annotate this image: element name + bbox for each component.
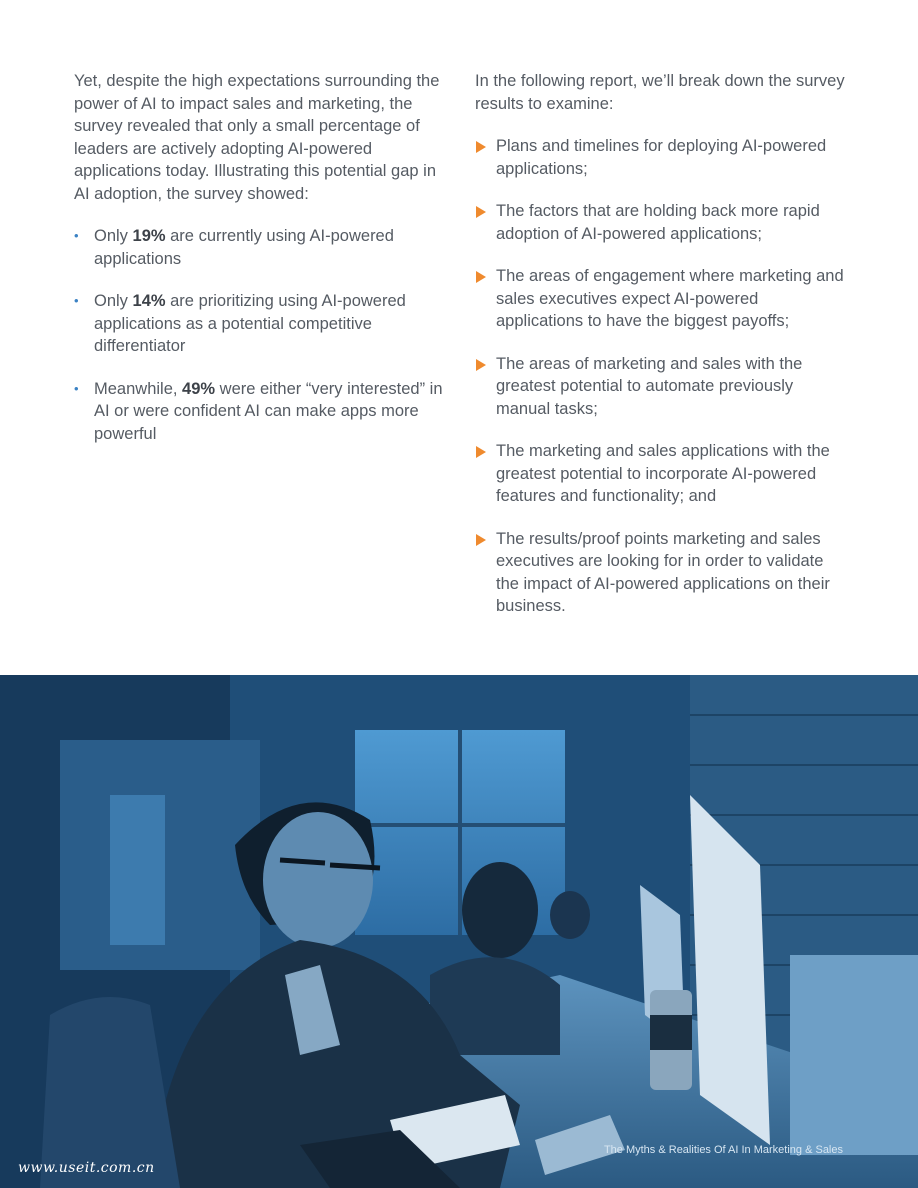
bullet-text: are currently using AI-powered applications xyxy=(94,227,394,268)
stat-value: 19% xyxy=(132,227,166,245)
bullet-dot-icon: • xyxy=(74,293,79,308)
bullet-text: Meanwhile, xyxy=(94,379,183,398)
list-item xyxy=(475,200,850,245)
bullet-text: are prioritizing using AI-powered applications as a potential competitive differentiator xyxy=(94,292,406,355)
office-photo-illustration xyxy=(0,675,918,1188)
right-column xyxy=(475,70,850,638)
bullet-dot-icon: • xyxy=(74,228,79,243)
list-item xyxy=(74,378,449,446)
list-item xyxy=(475,528,850,618)
stat-value: 49% xyxy=(182,379,216,398)
left-column xyxy=(74,70,449,465)
list-item xyxy=(475,440,850,508)
stat-value: 14% xyxy=(132,292,166,310)
left-intro-paragraph: Yet, despite the high expectations surrounding the power of AI to impact sales and marketing, the survey revealed that only a small percentage of leaders are actively adopting AI-powered applications today. Illustrating this potential gap in AI adoption, the survey showed: xyxy=(74,72,440,203)
list-item xyxy=(74,290,449,358)
list-item xyxy=(475,353,850,421)
bullet-dot-icon: • xyxy=(74,380,79,396)
list-item xyxy=(475,265,850,333)
arrow-bullet-icon xyxy=(476,206,486,218)
arrow-bullet-icon xyxy=(476,271,486,283)
office-photo xyxy=(0,675,918,1188)
watermark-logo: www.useit.com.cn xyxy=(18,1160,155,1176)
topic-text: The factors that are holding back more rapid adoption of AI-powered applications; xyxy=(496,202,820,243)
topic-text: The marketing and sales applications with the greatest potential to incorporate AI-powered features and functionality; and xyxy=(496,442,830,505)
arrow-bullet-icon xyxy=(476,141,486,153)
topic-text: Plans and timelines for deploying AI-powered applications; xyxy=(496,137,827,178)
bullet-text: Only xyxy=(94,227,133,245)
topic-text: The areas of marketing and sales with the greatest potential to automate previously manual tasks; xyxy=(496,354,803,418)
arrow-bullet-icon xyxy=(476,446,486,458)
stats-list xyxy=(74,225,449,445)
right-intro-paragraph: In the following report, we’ll break down the survey results to examine: xyxy=(475,72,845,113)
bullet-text: Only xyxy=(94,292,133,310)
list-item xyxy=(74,225,449,270)
list-item xyxy=(475,135,850,180)
report-topics-list xyxy=(475,135,850,618)
topic-text: The results/proof points marketing and sales executives are looking for in order to validate the impact of AI-powered applications on their business. xyxy=(496,529,830,615)
topic-text: The areas of engagement where marketing and sales executives expect AI-powered applications to have the biggest payoffs; xyxy=(496,267,844,330)
arrow-bullet-icon xyxy=(476,534,486,546)
document-footer-title: The Myths & Realities Of AI In Marketing & Sales xyxy=(603,1144,843,1156)
bullet-text: were either “very interested” in AI or were confident AI can make apps more powerful xyxy=(94,379,443,443)
arrow-bullet-icon xyxy=(476,359,486,371)
